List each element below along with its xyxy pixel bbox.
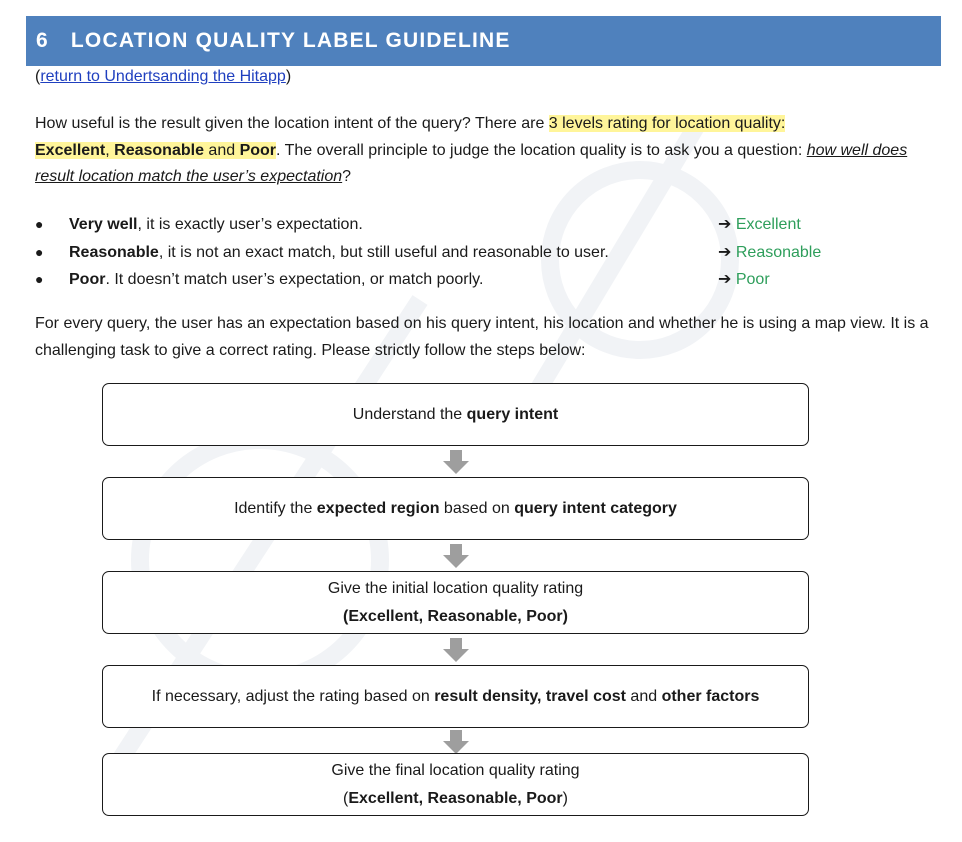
return-line [35, 68, 291, 86]
paren-open: ( [343, 789, 349, 807]
step-text: Give the final location quality rating [331, 761, 580, 779]
step-bold: expected region [316, 499, 440, 517]
bullet-icon: ● [35, 216, 44, 232]
bullet-item [35, 239, 935, 267]
section-header [26, 16, 941, 66]
bullet-bold: Poor [69, 271, 106, 288]
step-identify-region [102, 477, 809, 540]
step-text: based on [439, 499, 515, 517]
bullet-text: , it is exactly user’s expectation. [137, 216, 363, 233]
step-text: If necessary, adjust the rating based on [151, 687, 435, 705]
bullet-bold: Reasonable [69, 243, 159, 261]
bullet-text: . It doesn’t match user’s expectation, or match poorly. [105, 271, 484, 288]
principle-question: how well does result location match the user’s expectation [35, 141, 908, 185]
return-link[interactable]: return to Undertsanding the Hitapp [40, 68, 286, 85]
step-bold: query intent [466, 405, 559, 423]
arrow-right-icon: ➔ [718, 271, 732, 288]
intro-text-2: . The overall principle to judge the location quality is to ask you a question: [276, 141, 807, 159]
step-adjust-rating [102, 665, 809, 728]
rating-reasonable-bold: Reasonable [114, 141, 204, 159]
steps-intro-paragraph: For every query, the user has an expectation based on his query intent, his location and whether he is using a map view. It is a challenging task to give a correct rating. Please strictly follow the steps below: [35, 315, 929, 359]
rating-excellent-bold: Excellent [35, 141, 106, 159]
step-final-rating [102, 753, 809, 816]
section-title: LOCATION QUALITY LABEL GUIDELINE [70, 29, 511, 52]
highlight-levels: 3 levels rating for location quality: [548, 115, 786, 132]
bullet-rating: Reasonable [735, 243, 822, 261]
paren-close: ) [562, 789, 568, 807]
down-arrow-icon [443, 450, 469, 474]
down-arrow-icon [443, 544, 469, 568]
and-text: and [203, 141, 240, 159]
down-arrow-icon [443, 730, 469, 754]
rating-poor-bold: Poor [239, 141, 277, 159]
bullet-item [35, 211, 935, 239]
step-bold: Excellent, Reasonable, Poor [348, 789, 563, 807]
step-bold: other factors [661, 687, 760, 705]
intro-paragraph [35, 111, 935, 191]
step-text: Understand the [352, 405, 467, 423]
step-understand-intent [102, 383, 809, 446]
step-text: Give the initial location quality rating [327, 579, 584, 597]
bullet-rating: Poor [735, 271, 770, 288]
section-number: 6 [36, 29, 49, 52]
step-bold: (Excellent, Reasonable, Poor) [343, 607, 568, 625]
comma: , [105, 141, 115, 159]
step-bold: result density, travel cost [434, 687, 626, 705]
arrow-right-icon: ➔ [718, 243, 732, 261]
bullet-text: , it is not an exact match, but still useful and reasonable to user. [158, 243, 609, 261]
paren-close: ) [285, 68, 292, 85]
bullet-icon: ● [35, 271, 44, 287]
step-text: and [625, 687, 662, 705]
bullet-rating: Excellent [735, 216, 801, 233]
rating-bullet-list [35, 211, 935, 294]
step-text: Identify the [234, 499, 317, 517]
question-mark: ? [342, 168, 352, 185]
bullet-bold: Very well [69, 216, 138, 233]
bullet-icon: ● [35, 243, 44, 260]
intro-text-1: How useful is the result given the location intent of the query? There are [35, 115, 549, 132]
step-initial-rating [102, 571, 809, 634]
paren-open: ( [35, 68, 41, 85]
bullet-item [35, 266, 935, 294]
arrow-right-icon: ➔ [718, 216, 732, 233]
step-bold: query intent category [514, 499, 677, 517]
highlight-ratings [35, 142, 276, 159]
down-arrow-icon [443, 638, 469, 662]
